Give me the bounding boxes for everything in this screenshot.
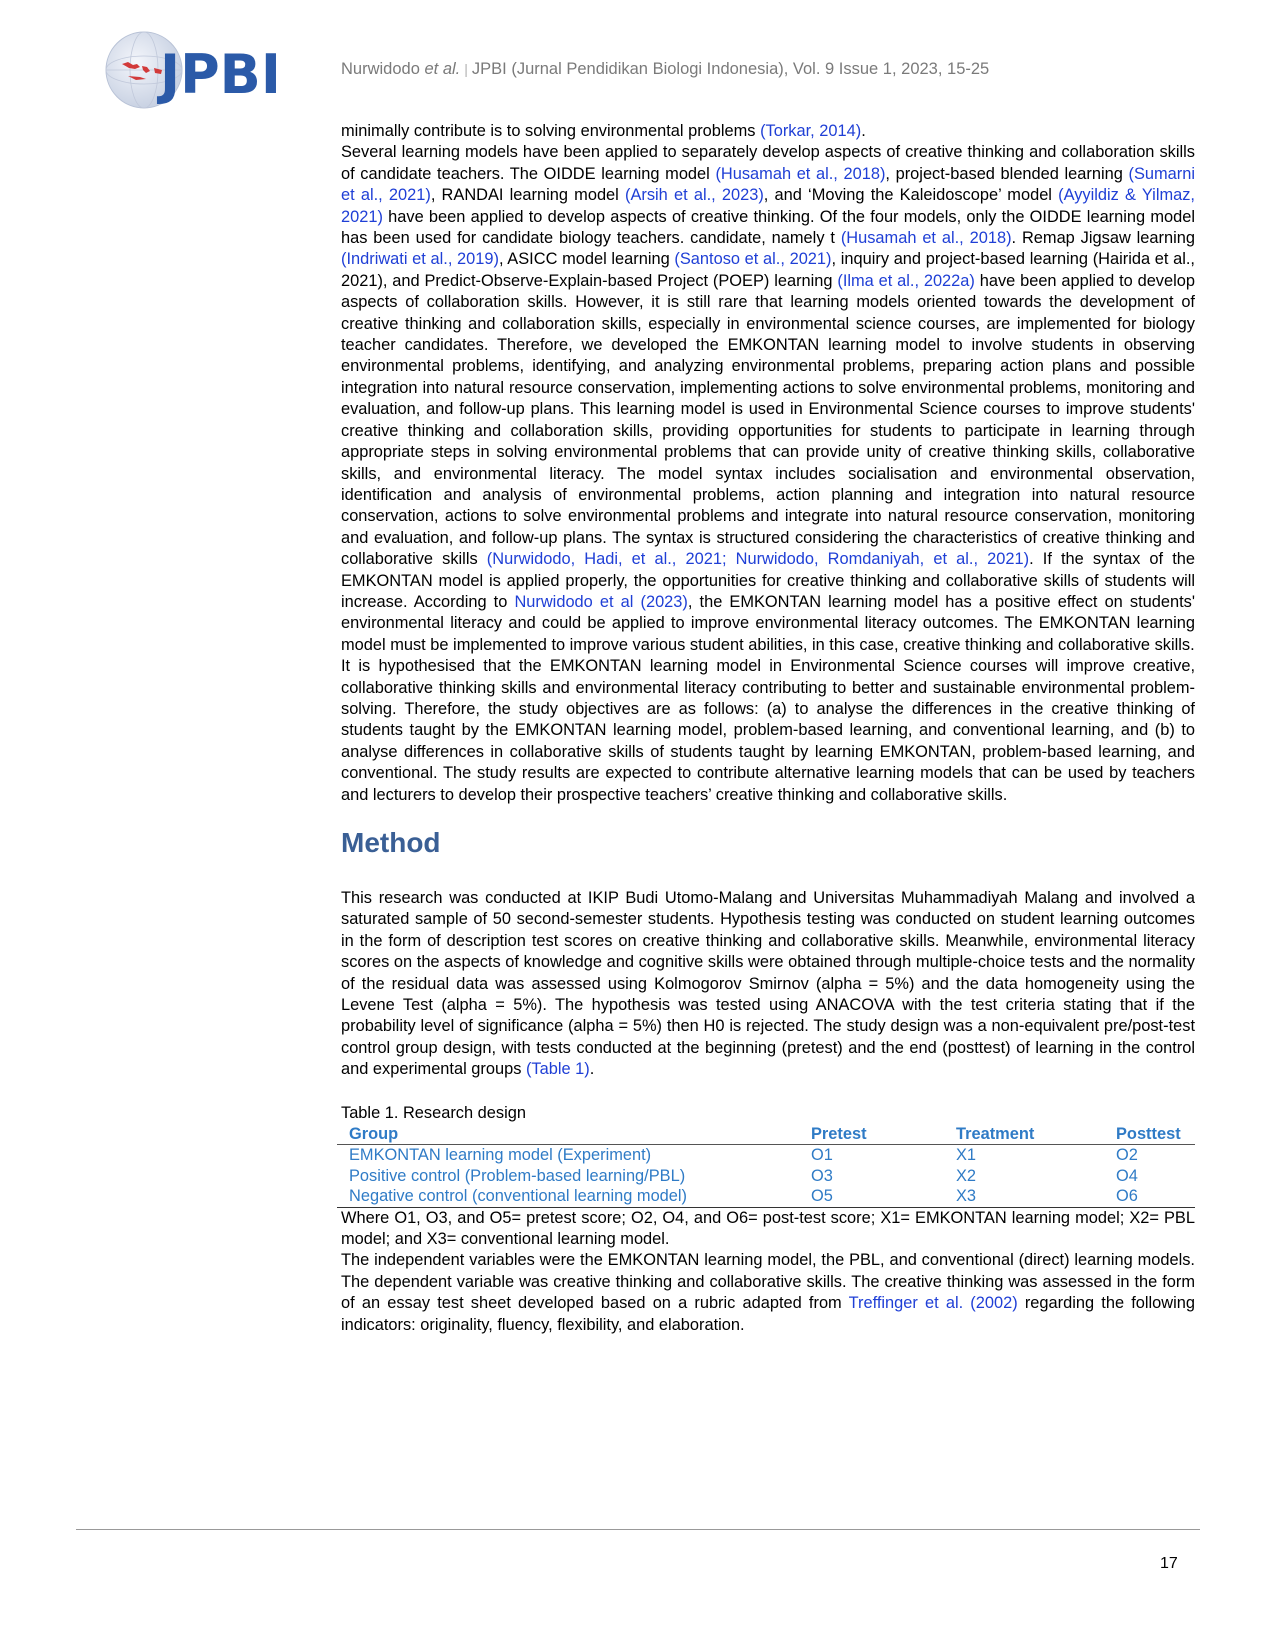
globe-logo-icon [104, 30, 304, 116]
citation-link[interactable]: (Indriwati et al., 2019) [341, 250, 499, 269]
table-header-posttest: Posttest [1104, 1124, 1195, 1145]
table-cell: O6 [1104, 1186, 1195, 1207]
table-cell: Positive control (Problem-based learning/PBL) [349, 1166, 686, 1185]
table-cell: O4 [1116, 1166, 1138, 1185]
table-cell: EMKONTAN learning model (Experiment) [349, 1146, 652, 1165]
intro-paragraph-2: Several learning models have been applied to separately develop aspects of creative thinking and collaboration skills of candidate teachers. The OIDDE learning model (Husamah et al., 2018), project-based blended learning (Sumarni et al., 2021), RANDAI learning model (Arsih et al., 2023), and ‘Moving the Kaleidoscope’ model (Ayyildiz & Yilmaz, 2021) have been applied to develop aspects of creative thinking. Of the four models, only the OIDDE learning model has been used for candidate biology teachers. candidate, namely t (Husamah et al., 2018). Remap Jigsaw learning (Indriwati et al., 2019), ASICC model learning (Santoso et al., 2021), inquiry and project-based learning (Hairida et al., 2021), and Predict-Observe-Explain-based Project (POEP) learning (Ilma et al., 2022a) have been applied to develop aspects of collaboration skills. However, it is still rare that learning models oriented towards the development of creative thinking and collaboration skills, especially in environmental science courses, are implemented for biology teacher candidates. Therefore, we developed the EMKONTAN learning model to involve students in observing environmental problems, identifying, and analyzing environmental problems, preparing action plans and possible integration into natural resource conservation, implementing actions to solve environmental problems, monitoring and evaluation, and follow-up plans. This learning model is used in Environmental Science courses to improve students' creative thinking and collaboration skills, providing opportunities for students to participate in learning through appropriate steps in solving environmental problems that can provide unity of creative thinking skills, collaborative skills, and environmental literacy. The model syntax includes socialisation and environmental observation, identification and analysis of environmental problems, action planning and integration into natural resource conservation, actions to solve environmental problems and integrate into natural resource conservation, monitoring and evaluation, and follow-up plans. The syntax is structured considering the characteristics of creative thinking and collaborative skills (Nurwidodo, Hadi, et al., 2021; Nurwidodo, Romdaniyah, et al., 2021). If the syntax of the EMKONTAN model is applied properly, the opportunities for creative thinking and collaborative skills of students will increase. According to Nurwidodo et al (2023), the EMKONTAN learning model has a positive effect on students' environmental literacy and could be applied to improve environmental literacy outcomes. The EMKONTAN learning model must be implemented to improve various student abilities, in this case, creative thinking and collaborative skills. [341, 143, 1195, 654]
table-cell: O2 [1116, 1146, 1138, 1165]
main-content [341, 121, 1195, 1336]
table-cell: X1 [956, 1146, 977, 1165]
table-header-pretest: Pretest [799, 1124, 944, 1145]
running-head-author: Nurwidodo [341, 60, 420, 78]
research-design-table [337, 1124, 1195, 1208]
citation-link[interactable]: (Torkar, 2014) [760, 122, 862, 140]
page-number: 17 [1160, 1555, 1178, 1572]
table-cell: X3 [944, 1186, 1104, 1207]
table-header-group: Group [337, 1124, 799, 1145]
table-row [337, 1186, 1195, 1207]
citation-link[interactable]: (Ayyildiz & Yilmaz, 2021) [341, 186, 1195, 226]
section-heading-method: Method [341, 827, 441, 858]
table-cell: O1 [811, 1146, 833, 1165]
journal-logo [104, 30, 304, 116]
citation-link[interactable]: Treffinger et al. (2002) [848, 1294, 1018, 1313]
running-head-journal: JPBI (Jurnal Pendidikan Biologi Indonesia), Vol. 9 Issue 1, 2023, 15-25 [471, 60, 990, 78]
table-header-row [337, 1124, 1195, 1145]
citation-link[interactable]: (Santoso et al., 2021) [674, 250, 832, 269]
logo-text: JPBI [160, 43, 281, 106]
table-row [337, 1145, 1195, 1166]
method-paragraph-2: Where O1, O3, and O5= pretest score; O2, O4, and O6= post-test score; X1= EMKONTAN learning model; X2= PBL model; and X3= conventional learning model. [341, 1208, 1195, 1249]
table-row [337, 1166, 1195, 1187]
table-cell: X2 [956, 1166, 977, 1185]
citation-link[interactable]: (Husamah et al., 2018) [840, 229, 1012, 248]
footer-divider [76, 1529, 1200, 1530]
intro-paragraph-3: It is hypothesised that the EMKONTAN learning model in Environmental Science courses will improve creative, collaborative thinking skills and environmental literacy contributing to better and sustainable environmental problem-solving. Therefore, the study objectives are as follows: (a) to analyse the differences in the creative thinking of students taught by the EMKONTAN learning model, problem-based learning, and conventional learning, and (b) to analyse differences in collaborative skills of students taught by learning EMKONTAN, problem-based learning, and conventional. The study results are expected to contribute alternative learning models that can be used by teachers and lecturers to develop their prospective teachers’ creative thinking and collaborative skills. [341, 657, 1195, 804]
citation-link[interactable]: Nurwidodo et al (2023) [514, 592, 688, 611]
citation-link[interactable]: (Husamah et al., 2018) [715, 164, 886, 183]
table-caption: Table 1. Research design [341, 1103, 526, 1122]
running-head-etal: et al. [424, 60, 461, 78]
citation-link[interactable]: (Ilma et al., 2022a) [837, 271, 975, 290]
intro-paragraph-1: minimally contribute is to solving environmental problems (Torkar, 2014). [341, 122, 866, 140]
citation-link[interactable]: (Arsih et al., 2023) [625, 186, 764, 205]
citation-link[interactable]: (Table 1) [525, 1060, 590, 1079]
method-paragraph-3: The independent variables were the EMKONTAN learning model, the PBL, and conventional (direct) learning models. The dependent variable was creative thinking and collaborative skills. The creative thinking was assessed in the form of an essay test sheet developed based on a rubric adapted from Treffinger et al. (2002) regarding the following indicators: originality, fluency, flexibility, and elaboration. [341, 1251, 1195, 1334]
running-head-separator: | [464, 61, 468, 77]
table-cell: Negative control (conventional learning model) [337, 1186, 799, 1207]
citation-link[interactable]: (Nurwidodo, Hadi, et al., 2021; Nurwidodo, Romdaniyah, et al., 2021) [486, 550, 1030, 569]
table-cell: O5 [799, 1186, 944, 1207]
running-head [341, 60, 989, 79]
table-header-treatment: Treatment [944, 1124, 1104, 1145]
table-cell: O3 [811, 1166, 833, 1185]
citation-link[interactable]: (Sumarni et al., 2021) [341, 164, 1195, 205]
method-paragraph-1: This research was conducted at IKIP Budi Utomo-Malang and Universitas Muhammadiyah Malang and involved a saturated sample of 50 second-semester students. Hypothesis testing was conducted on student learning outcomes in the form of description test scores on creative thinking and collaborative skills. Meanwhile, environmental literacy scores on the aspects of knowledge and cognitive skills were obtained through multiple-choice tests and the normality of the residual data was assessed using Kolmogorov Smirnov (alpha = 5%) and the data homogeneity using the Levene Test (alpha = 5%). The hypothesis was tested using ANACOVA with the test criteria stating that if the probability level of significance (alpha = 5%) then H0 is rejected. The study design was a non-equivalent pre/post-test control group design, with tests conducted at the beginning (pretest) and the end (posttest) of learning in the control and experimental groups (Table 1). [341, 889, 1195, 1079]
